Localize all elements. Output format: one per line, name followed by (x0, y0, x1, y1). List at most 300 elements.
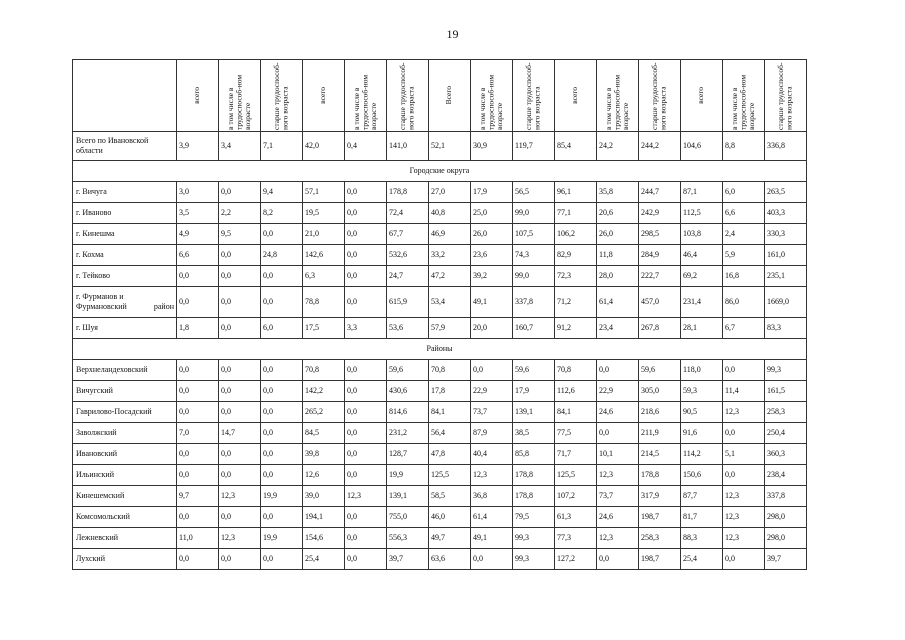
table-cell: 78,8 (303, 287, 345, 318)
table-cell: 46,9 (429, 224, 471, 245)
table-cell: 0,0 (471, 549, 513, 570)
table-cell: 125,5 (429, 465, 471, 486)
table-cell: 244,2 (639, 132, 681, 161)
table-cell: 6,7 (723, 318, 765, 339)
table-cell: 11,0 (177, 528, 219, 549)
row-label: г. Иваново (73, 203, 177, 224)
section-header-row (73, 339, 807, 360)
table-cell: 0,0 (597, 423, 639, 444)
table-cell: 24,2 (597, 132, 639, 161)
table-cell: 57,9 (429, 318, 471, 339)
table-cell: 24,7 (387, 266, 429, 287)
row-label: Лухский (73, 549, 177, 570)
table-cell: 198,7 (639, 507, 681, 528)
table-cell: 0,0 (177, 287, 219, 318)
table-cell: 19,9 (261, 486, 303, 507)
table-cell: 27,0 (429, 182, 471, 203)
table-cell: 12,3 (723, 528, 765, 549)
column-header (723, 60, 765, 132)
table-row (73, 549, 807, 570)
table-cell: 39,8 (303, 444, 345, 465)
row-label: Ильинский (73, 465, 177, 486)
table-cell: 49,1 (471, 528, 513, 549)
table-cell: 26,0 (597, 224, 639, 245)
table-cell: 0,0 (177, 549, 219, 570)
table-cell: 8,2 (261, 203, 303, 224)
table-cell: 33,2 (429, 245, 471, 266)
table-cell: 0,0 (345, 528, 387, 549)
table-cell: 90,5 (681, 402, 723, 423)
table-row (73, 444, 807, 465)
row-label: Вичугский (73, 381, 177, 402)
table-cell: 258,3 (639, 528, 681, 549)
table-row (73, 287, 807, 318)
table-cell: 72,4 (387, 203, 429, 224)
table-cell: 457,0 (639, 287, 681, 318)
table-cell: 298,0 (765, 507, 807, 528)
table-cell: 258,3 (765, 402, 807, 423)
page-number: 19 (446, 27, 459, 41)
table-cell: 107,2 (555, 486, 597, 507)
table-cell: 52,1 (429, 132, 471, 161)
table-cell: 0,0 (219, 318, 261, 339)
table-cell: 267,8 (639, 318, 681, 339)
table-cell: 12,3 (597, 528, 639, 549)
table-cell: 11,8 (597, 245, 639, 266)
column-header (597, 60, 639, 132)
table-row (73, 402, 807, 423)
row-label: Заволжский (73, 423, 177, 444)
table-cell: 11,4 (723, 381, 765, 402)
table-cell: 47,8 (429, 444, 471, 465)
table-cell: 0,0 (345, 266, 387, 287)
table-cell: 3,4 (219, 132, 261, 161)
table-cell: 0,0 (345, 360, 387, 381)
table-cell: 0,0 (261, 360, 303, 381)
table-cell: 87,7 (681, 486, 723, 507)
table-cell: 84,5 (303, 423, 345, 444)
table-cell: 22,9 (471, 381, 513, 402)
table-cell: 77,1 (555, 203, 597, 224)
table-cell: 128,7 (387, 444, 429, 465)
table-cell: 0,0 (261, 549, 303, 570)
row-label: г. Вичуга (73, 182, 177, 203)
column-header-label: Всего (444, 86, 454, 105)
table-cell: 82,9 (555, 245, 597, 266)
table-cell: 150,6 (681, 465, 723, 486)
table-cell: 755,0 (387, 507, 429, 528)
column-header-label: в том числе в трудоспособ-ном возрасте (729, 74, 756, 130)
statistics-table (72, 59, 807, 570)
table-cell: 214,5 (639, 444, 681, 465)
table-cell: 12,3 (219, 486, 261, 507)
table-cell: 0,0 (345, 203, 387, 224)
table-cell: 360,3 (765, 444, 807, 465)
row-label: Ивановский (73, 444, 177, 465)
table-cell: 0,0 (219, 381, 261, 402)
table-cell: 17,8 (429, 381, 471, 402)
table-cell: 72,3 (555, 266, 597, 287)
column-header (639, 60, 681, 132)
table-cell: 0,0 (261, 287, 303, 318)
table-cell: 0,0 (345, 182, 387, 203)
column-header (345, 60, 387, 132)
table-cell: 0,0 (261, 266, 303, 287)
table-cell: 61,4 (471, 507, 513, 528)
table-cell: 24,6 (597, 507, 639, 528)
table-body (73, 132, 807, 570)
column-header (177, 60, 219, 132)
table-cell: 85,8 (513, 444, 555, 465)
table-cell: 3,3 (345, 318, 387, 339)
table-cell: 70,8 (303, 360, 345, 381)
section-header-row (73, 161, 807, 182)
table-cell: 81,7 (681, 507, 723, 528)
table-cell: 73,7 (597, 486, 639, 507)
table-cell: 337,8 (765, 486, 807, 507)
table-cell: 85,4 (555, 132, 597, 161)
table-cell: 14,7 (219, 423, 261, 444)
table-cell: 28,0 (597, 266, 639, 287)
table-cell: 235,1 (765, 266, 807, 287)
row-label: Комсомольский (73, 507, 177, 528)
column-header-label: в том числе в трудоспособ-ном возрасте (225, 74, 252, 130)
table-cell: 178,8 (639, 465, 681, 486)
table-cell: 49,7 (429, 528, 471, 549)
table-cell: 9,5 (219, 224, 261, 245)
table-cell: 118,0 (681, 360, 723, 381)
table-cell: 0,0 (177, 360, 219, 381)
row-label: Кинешемский (73, 486, 177, 507)
table-cell: 104,6 (681, 132, 723, 161)
table-cell: 88,3 (681, 528, 723, 549)
table-cell: 0,0 (723, 549, 765, 570)
table-cell: 3,0 (177, 182, 219, 203)
table-cell: 8,8 (723, 132, 765, 161)
table-cell: 53,6 (387, 318, 429, 339)
column-header-label: старше трудоспособ-ного возраста (272, 62, 290, 130)
table-cell: 242,9 (639, 203, 681, 224)
table-cell: 39,0 (303, 486, 345, 507)
table-cell: 24,8 (261, 245, 303, 266)
table-cell: 0,0 (177, 507, 219, 528)
table-cell: 12,3 (723, 402, 765, 423)
table-cell: 38,5 (513, 423, 555, 444)
table-cell: 24,6 (597, 402, 639, 423)
table-cell: 73,7 (471, 402, 513, 423)
table-cell: 61,3 (555, 507, 597, 528)
table-cell: 87,9 (471, 423, 513, 444)
table-cell: 0,0 (219, 360, 261, 381)
table-cell: 86,0 (723, 287, 765, 318)
table-cell: 99,0 (513, 203, 555, 224)
table-cell: 26,0 (471, 224, 513, 245)
column-header (471, 60, 513, 132)
table-cell: 161,5 (765, 381, 807, 402)
table-row (73, 486, 807, 507)
column-header-label: всего (192, 87, 202, 104)
table-cell: 99,0 (513, 266, 555, 287)
table-cell: 79,5 (513, 507, 555, 528)
table-cell: 814,6 (387, 402, 429, 423)
table-cell: 9,7 (177, 486, 219, 507)
table-cell: 35,8 (597, 182, 639, 203)
table-cell: 0,0 (345, 444, 387, 465)
table-cell: 71,2 (555, 287, 597, 318)
table-cell: 71,7 (555, 444, 597, 465)
table-cell: 12,3 (723, 507, 765, 528)
table-cell: 0,0 (261, 507, 303, 528)
table-cell: 21,0 (303, 224, 345, 245)
table-cell: 532,6 (387, 245, 429, 266)
table-cell: 0,0 (219, 402, 261, 423)
table-cell: 91,6 (681, 423, 723, 444)
table-cell: 39,7 (765, 549, 807, 570)
row-label: г. Кохма (73, 245, 177, 266)
table-cell: 211,9 (639, 423, 681, 444)
table-cell: 19,9 (387, 465, 429, 486)
table-cell: 178,8 (513, 486, 555, 507)
table-cell: 59,3 (681, 381, 723, 402)
table-cell: 0,0 (597, 360, 639, 381)
table-cell: 74,3 (513, 245, 555, 266)
table-cell: 91,2 (555, 318, 597, 339)
table-cell: 0,0 (261, 423, 303, 444)
table-cell: 12,3 (597, 465, 639, 486)
column-header (681, 60, 723, 132)
table-cell: 403,3 (765, 203, 807, 224)
table-row (73, 203, 807, 224)
table-row (73, 318, 807, 339)
table-cell: 114,2 (681, 444, 723, 465)
table-cell: 16,8 (723, 266, 765, 287)
table-cell: 139,1 (387, 486, 429, 507)
table-cell: 218,6 (639, 402, 681, 423)
table-cell: 1,8 (177, 318, 219, 339)
column-header (765, 60, 807, 132)
table-cell: 40,4 (471, 444, 513, 465)
table-cell: 112,5 (681, 203, 723, 224)
table-cell: 99,3 (513, 528, 555, 549)
column-header (303, 60, 345, 132)
table-cell: 46,4 (681, 245, 723, 266)
table-cell: 160,7 (513, 318, 555, 339)
table-cell: 0,0 (471, 360, 513, 381)
table-cell: 3,9 (177, 132, 219, 161)
table-cell: 7,1 (261, 132, 303, 161)
table-cell: 77,3 (555, 528, 597, 549)
table-cell: 0,0 (261, 465, 303, 486)
table-cell: 0,0 (345, 287, 387, 318)
column-header-label: в том числе в трудоспособ-ном возрасте (603, 74, 630, 130)
table-cell: 265,2 (303, 402, 345, 423)
table-cell: 178,8 (387, 182, 429, 203)
table-cell: 1669,0 (765, 287, 807, 318)
row-label: Всего по Ивановской области (73, 132, 177, 161)
table-cell: 154,6 (303, 528, 345, 549)
table-row (73, 465, 807, 486)
table-cell: 430,6 (387, 381, 429, 402)
table-cell: 0,0 (597, 549, 639, 570)
table-cell: 2,2 (219, 203, 261, 224)
table-cell: 0,0 (345, 465, 387, 486)
table-cell: 58,5 (429, 486, 471, 507)
table-cell: 19,5 (303, 203, 345, 224)
table-cell: 67,7 (387, 224, 429, 245)
table-cell: 84,1 (555, 402, 597, 423)
table-cell: 63,6 (429, 549, 471, 570)
table-row (73, 528, 807, 549)
table-cell: 337,8 (513, 287, 555, 318)
table-cell: 119,7 (513, 132, 555, 161)
table-row (73, 132, 807, 161)
table-cell: 84,1 (429, 402, 471, 423)
column-header-label: всего (570, 87, 580, 104)
table-cell: 96,1 (555, 182, 597, 203)
table-cell: 20,0 (471, 318, 513, 339)
column-header (219, 60, 261, 132)
table-cell: 6,3 (303, 266, 345, 287)
table-cell: 298,5 (639, 224, 681, 245)
column-header (513, 60, 555, 132)
table-cell: 161,0 (765, 245, 807, 266)
table-cell: 5,9 (723, 245, 765, 266)
table-cell: 46,0 (429, 507, 471, 528)
table-cell: 0,0 (219, 549, 261, 570)
column-header-label: в том числе в трудоспособ-ном возрасте (351, 74, 378, 130)
table-cell: 5,1 (723, 444, 765, 465)
table-cell: 112,6 (555, 381, 597, 402)
table-cell: 77,5 (555, 423, 597, 444)
table-cell: 336,8 (765, 132, 807, 161)
table-cell: 12,3 (219, 528, 261, 549)
table-row (73, 182, 807, 203)
row-label: г. Шуя (73, 318, 177, 339)
table-cell: 317,9 (639, 486, 681, 507)
table-cell: 6,0 (723, 182, 765, 203)
column-header (555, 60, 597, 132)
table-cell: 0,0 (261, 402, 303, 423)
row-label: Верхнеландеховский (73, 360, 177, 381)
table-row (73, 381, 807, 402)
table-cell: 70,8 (429, 360, 471, 381)
table-cell: 141,0 (387, 132, 429, 161)
table-cell: 69,2 (681, 266, 723, 287)
table-cell: 142,2 (303, 381, 345, 402)
table-cell: 25,4 (681, 549, 723, 570)
table-cell: 0,0 (219, 266, 261, 287)
column-header (429, 60, 471, 132)
column-header-label: всего (318, 87, 328, 104)
table-cell: 330,3 (765, 224, 807, 245)
section-title: Районы (73, 339, 807, 360)
table-cell: 298,0 (765, 528, 807, 549)
column-header-label: всего (696, 87, 706, 104)
column-header-label: старше трудоспособ-ного возраста (776, 62, 794, 130)
table-cell: 56,5 (513, 182, 555, 203)
table-cell: 3,5 (177, 203, 219, 224)
column-header-row (73, 60, 807, 132)
table-cell: 4,9 (177, 224, 219, 245)
table-cell: 0,0 (345, 402, 387, 423)
table-cell: 615,9 (387, 287, 429, 318)
table-cell: 0,0 (261, 381, 303, 402)
table-cell: 0,0 (219, 182, 261, 203)
table-cell: 125,5 (555, 465, 597, 486)
table-cell: 47,2 (429, 266, 471, 287)
table-cell: 70,8 (555, 360, 597, 381)
table-cell: 99,3 (513, 549, 555, 570)
table-cell: 0,0 (177, 444, 219, 465)
table-cell: 0,0 (219, 287, 261, 318)
table-cell: 87,1 (681, 182, 723, 203)
table-cell: 39,7 (387, 549, 429, 570)
table-cell: 2,4 (723, 224, 765, 245)
table-cell: 0,4 (345, 132, 387, 161)
table-row (73, 266, 807, 287)
table-cell: 0,0 (345, 224, 387, 245)
table-cell: 0,0 (219, 465, 261, 486)
table-cell: 59,6 (513, 360, 555, 381)
table-cell: 6,6 (177, 245, 219, 266)
table-cell: 36,8 (471, 486, 513, 507)
table-cell: 12,3 (471, 465, 513, 486)
row-label: г. Кинешма (73, 224, 177, 245)
table-cell: 107,5 (513, 224, 555, 245)
table-cell: 0,0 (345, 381, 387, 402)
table-cell: 238,4 (765, 465, 807, 486)
table-cell: 99,3 (765, 360, 807, 381)
table-cell: 0,0 (723, 465, 765, 486)
table-cell: 0,0 (219, 245, 261, 266)
row-label: Гаврилово-Посадский (73, 402, 177, 423)
table-cell: 556,3 (387, 528, 429, 549)
table-cell: 9,4 (261, 182, 303, 203)
table-cell: 0,0 (723, 360, 765, 381)
table-cell: 57,1 (303, 182, 345, 203)
table-cell: 30,9 (471, 132, 513, 161)
table-cell: 0,0 (345, 507, 387, 528)
table-cell: 0,0 (261, 444, 303, 465)
table-row (73, 423, 807, 444)
table-cell: 40,8 (429, 203, 471, 224)
column-header-label: в том числе в трудоспособ-ном возрасте (477, 74, 504, 130)
table-cell: 28,1 (681, 318, 723, 339)
column-header-label: старше трудоспособ-ного возраста (524, 62, 542, 130)
table-row (73, 507, 807, 528)
table-cell: 139,1 (513, 402, 555, 423)
table-cell: 0,0 (219, 444, 261, 465)
table-cell: 284,9 (639, 245, 681, 266)
table-cell: 250,4 (765, 423, 807, 444)
table-cell: 23,4 (597, 318, 639, 339)
table-cell: 39,2 (471, 266, 513, 287)
column-header-label: старше трудоспособ-ного возраста (398, 62, 416, 130)
table-cell: 263,5 (765, 182, 807, 203)
table-cell: 12,3 (723, 486, 765, 507)
table-cell: 127,2 (555, 549, 597, 570)
table-cell: 194,1 (303, 507, 345, 528)
row-label: г. Тейково (73, 266, 177, 287)
table-cell: 305,0 (639, 381, 681, 402)
table-cell: 0,0 (345, 423, 387, 444)
table-row (73, 224, 807, 245)
table-cell: 49,1 (471, 287, 513, 318)
table-row (73, 360, 807, 381)
table-cell: 0,0 (219, 507, 261, 528)
table-cell: 42,0 (303, 132, 345, 161)
table-cell: 61,4 (597, 287, 639, 318)
